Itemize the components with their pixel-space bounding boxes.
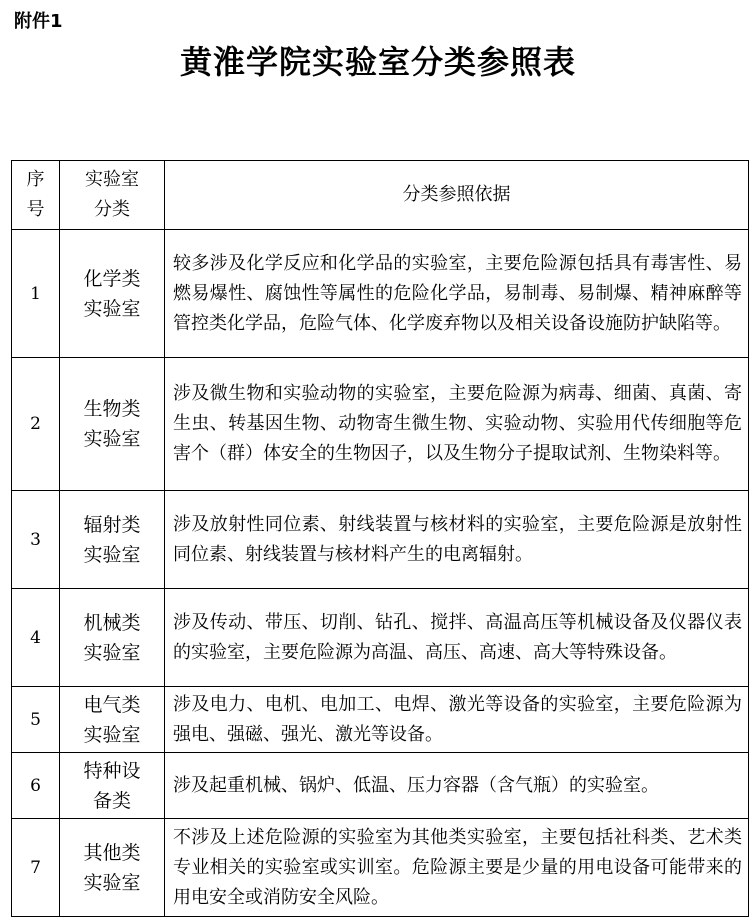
row-category — [60, 491, 165, 589]
row-basis: 涉及传动、带压、切削、钻孔、搅拌、高温高压等机械设备及仪器仪表的实验室，主要危险源为高温、高压、高速、高大等特殊设备。 — [165, 589, 749, 687]
table-header-row — [12, 161, 749, 230]
document-title: 黄淮学院实验室分类参照表 — [179, 43, 576, 81]
row-category — [60, 358, 165, 491]
row-category-line2: 实验室 — [83, 428, 141, 450]
row-basis: 涉及微生物和实验动物的实验室，主要危险源为病毒、细菌、真菌、寄生虫、转基因生物、动物寄生微生物、实验动物、实验用代传细胞等危害个（群）体安全的生物因子，以及生物分子提取试剂、生物染料等。 — [165, 358, 749, 491]
row-category-line1: 机械类 — [83, 611, 141, 634]
row-category-line2: 实验室 — [83, 543, 141, 566]
row-category-line2: 备类 — [92, 789, 131, 812]
row-number: 6 — [12, 753, 60, 819]
row-category-line1: 化学类 — [83, 267, 141, 290]
lab-classification-table — [11, 160, 749, 917]
row-category-line2: 实验室 — [83, 641, 141, 664]
row-category — [60, 230, 165, 358]
header-category — [60, 161, 165, 230]
attachment-label: 附件1 — [14, 11, 63, 32]
row-category-line2: 实验室 — [83, 297, 141, 320]
row-number: 5 — [12, 687, 60, 753]
row-category — [60, 687, 165, 753]
table-row — [12, 230, 749, 358]
table-row — [12, 491, 749, 589]
header-basis: 分类参照依据 — [165, 161, 749, 230]
table-row — [12, 819, 749, 917]
row-category — [60, 589, 165, 687]
row-category-line1: 辐射类 — [83, 513, 141, 536]
table-row — [12, 687, 749, 753]
row-number: 1 — [12, 230, 60, 358]
row-number: 3 — [12, 491, 60, 589]
row-category — [60, 753, 165, 819]
row-category-line1: 特种设 — [83, 759, 141, 782]
table-row — [12, 589, 749, 687]
row-basis: 涉及放射性同位素、射线装置与核材料的实验室，主要危险源是放射性同位素、射线装置与核材料产生的电离辐射。 — [165, 491, 749, 589]
row-category-line1: 电气类 — [83, 693, 141, 716]
header-category-line2: 分类 — [94, 199, 130, 220]
header-number — [12, 161, 60, 230]
header-category-line1: 实验室 — [85, 169, 139, 190]
row-number: 2 — [12, 358, 60, 491]
table-row — [12, 753, 749, 819]
row-basis: 较多涉及化学反应和化学品的实验室，主要危险源包括具有毒害性、易燃易爆性、腐蚀性等属性的危险化学品，易制毒、易制爆、精神麻醉等管控类化学品，危险气体、化学废弃物以及相关设备设施防护缺陷等。 — [165, 230, 749, 358]
table-row — [12, 358, 749, 491]
row-category-line2: 实验室 — [83, 723, 141, 746]
row-category-line2: 实验室 — [83, 871, 141, 894]
header-number-line2: 号 — [26, 199, 45, 220]
row-category — [60, 819, 165, 917]
row-basis: 涉及起重机械、锅炉、低温、压力容器（含气瓶）的实验室。 — [165, 753, 749, 819]
row-basis: 不涉及上述危险源的实验室为其他类实验室，主要包括社科类、艺术类专业相关的实验室或实训室。危险源主要是少量的用电设备可能带来的用电安全或消防安全风险。 — [165, 819, 749, 917]
row-basis: 涉及电力、电机、电加工、电焊、激光等设备的实验室，主要危险源为强电、强磁、强光、激光等设备。 — [165, 687, 749, 753]
row-number: 4 — [12, 589, 60, 687]
header-number-line1: 序 — [26, 169, 45, 190]
row-category-line1: 生物类 — [83, 398, 141, 420]
row-category-line1: 其他类 — [83, 841, 141, 864]
row-number: 7 — [12, 819, 60, 917]
